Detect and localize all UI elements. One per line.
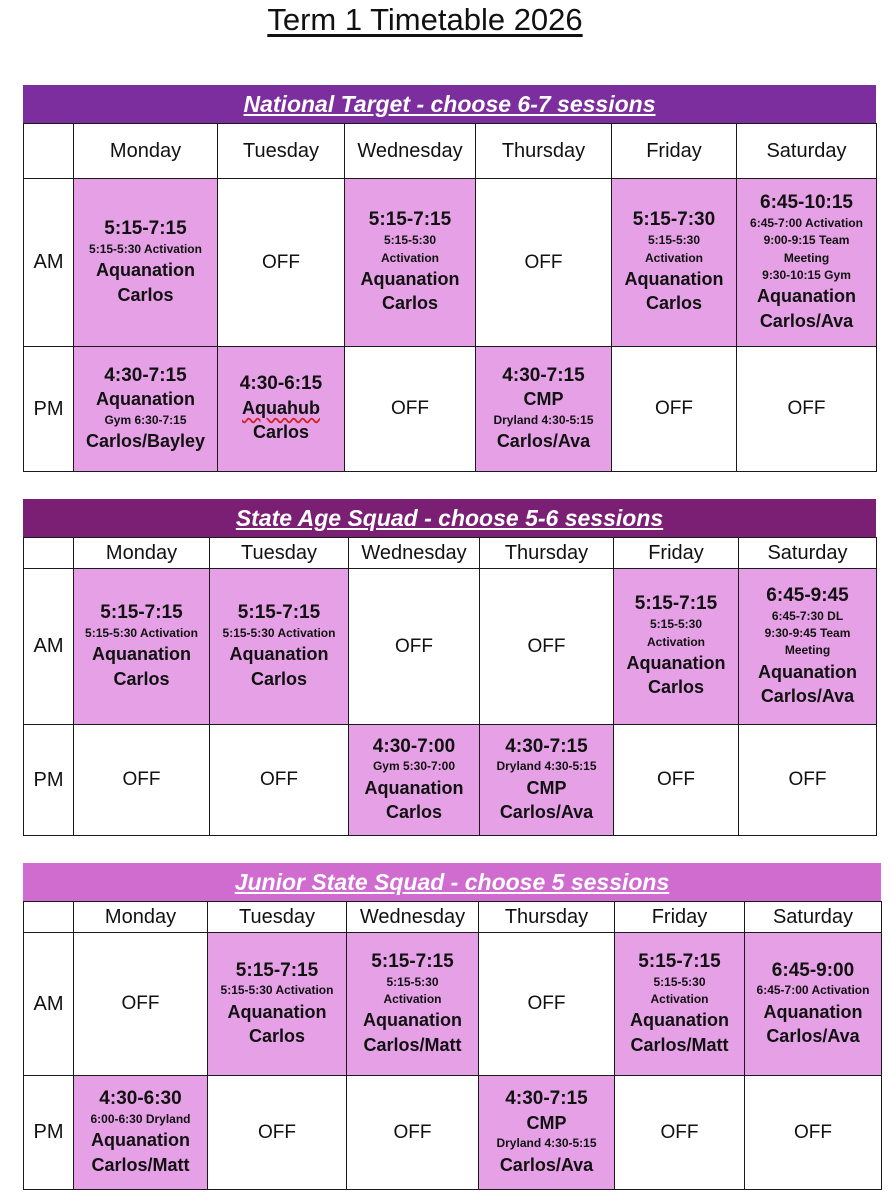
session-time: 4:30-7:15: [505, 1088, 588, 1110]
session-note: 6:45-7:00 Activation: [756, 983, 870, 998]
session-note: 9:00-9:15 Team: [763, 233, 850, 248]
off-cell-tuesday-am: OFF: [218, 179, 345, 347]
session-time: 5:15-7:15: [104, 218, 187, 240]
row-label-pm: PM: [24, 725, 74, 836]
session-note: 5:15-5:30: [649, 617, 703, 632]
session-time: 5:15-7:15: [371, 950, 454, 972]
session-cell-thursday-pm: [479, 1076, 615, 1190]
session-note: 5:15-5:30 Activation: [222, 625, 336, 640]
session-time: 5:15-7:15: [634, 593, 718, 615]
session-cell-thursday-pm: [480, 725, 614, 836]
session-time: 4:30-7:15: [502, 364, 585, 386]
day-header-thursday: Thursday: [479, 902, 615, 933]
off-cell-tuesday-pm: OFF: [208, 1076, 347, 1190]
session-note: 5:15-5:30 Activation: [85, 625, 198, 640]
session-note: Meeting: [784, 643, 831, 658]
off-cell-saturday-pm: OFF: [745, 1076, 882, 1190]
session-coach: Carlos: [113, 668, 170, 689]
day-header-tuesday: Tuesday: [208, 902, 347, 933]
day-header-monday: Monday: [74, 902, 208, 933]
session-coach: Carlos: [385, 802, 443, 823]
off-cell-thursday-am: OFF: [479, 933, 615, 1076]
session-venue: CMP: [523, 389, 564, 410]
day-header-friday: Friday: [614, 538, 739, 569]
session-venue: Aquanation: [630, 1010, 729, 1031]
session-note: Dryland 4:30-5:15: [496, 759, 597, 774]
session-note: 5:15-5:30: [386, 974, 439, 989]
day-header-tuesday: Tuesday: [210, 538, 349, 569]
session-note: Gym 6:30-7:15: [104, 412, 187, 427]
session-cell-saturday-am: [745, 933, 882, 1076]
session-cell-monday-am: [74, 179, 218, 347]
off-cell-friday-pm: OFF: [612, 347, 737, 472]
session-venue: Aquanation: [363, 1010, 462, 1031]
day-header-saturday: Saturday: [745, 902, 882, 933]
day-header-saturday: Saturday: [739, 538, 877, 569]
session-venue: Aquanation: [91, 1130, 190, 1151]
session-venue: Aquanation: [227, 1001, 327, 1022]
session-coach: Carlos/Matt: [363, 1034, 462, 1055]
session-venue: Aquanation: [96, 389, 195, 410]
session-note: Dryland 4:30-5:15: [493, 412, 594, 427]
session-note: 9:30-9:45 Team: [764, 625, 851, 640]
session-note: 5:15-5:30 Activation: [89, 241, 202, 256]
off-cell-monday-am: OFF: [74, 933, 208, 1076]
session-cell-friday-am: [612, 179, 737, 347]
session-venue: Aquanation: [763, 1001, 863, 1022]
session-coach: Carlos: [381, 293, 439, 314]
session-time: 5:15-7:15: [368, 209, 452, 231]
session-note: 5:15-5:30: [653, 974, 706, 989]
session-time: 5:15-7:15: [100, 602, 183, 624]
day-header-wednesday: Wednesday: [347, 902, 479, 933]
session-note: 6:45-7:30 DL: [771, 608, 844, 623]
session-cell-wednesday-am: [347, 933, 479, 1076]
session-coach: Carlos/Bayley: [85, 431, 206, 452]
off-cell-saturday-pm: OFF: [737, 347, 877, 472]
row-label-am: AM: [24, 933, 74, 1076]
session-cell-friday-am: [615, 933, 745, 1076]
session-note: 6:45-7:00 Activation: [750, 215, 863, 230]
session-coach: Carlos: [117, 284, 174, 305]
session-venue: Aquanation: [624, 268, 724, 289]
session-coach: Carlos/Ava: [760, 685, 855, 706]
session-venue: [220, 396, 342, 420]
day-header-friday: Friday: [615, 902, 745, 933]
session-note: 5:15-5:30 Activation: [220, 983, 334, 998]
session-cell-saturday-am: [737, 179, 877, 347]
off-cell-thursday-am: OFF: [480, 569, 614, 725]
state-age-squad-heading: State Age Squad - choose 5-6 sessions: [23, 499, 876, 537]
session-coach: Carlos/Ava: [496, 431, 591, 452]
off-cell-tuesday-pm: OFF: [210, 725, 349, 836]
off-cell-wednesday-pm: OFF: [345, 347, 476, 472]
day-header-tuesday: Tuesday: [218, 124, 345, 179]
session-venue: Aquanation: [229, 644, 329, 665]
row-label-am: AM: [24, 179, 74, 347]
session-venue: Aquanation: [96, 260, 195, 281]
junior-state-squad-table: [23, 901, 882, 1190]
session-time: 6:45-9:45: [766, 584, 849, 606]
session-coach: Carlos/Matt: [91, 1154, 190, 1175]
session-cell-monday-pm: [74, 1076, 208, 1190]
national-target-table: [23, 123, 877, 472]
session-coach: Carlos/Ava: [759, 310, 854, 331]
state-age-squad-section: [23, 499, 876, 836]
day-header-friday: Friday: [612, 124, 737, 179]
off-cell-monday-pm: OFF: [74, 725, 210, 836]
session-venue: CMP: [526, 1112, 567, 1133]
session-note: 6:00-6:30 Dryland: [90, 1111, 191, 1126]
off-cell-friday-pm: OFF: [615, 1076, 745, 1190]
session-note: Activation: [380, 250, 439, 265]
session-venue: Aquanation: [626, 652, 726, 673]
session-venue-text: Aquahub: [242, 398, 320, 419]
session-note: 5:15-5:30: [383, 233, 437, 248]
off-cell-saturday-pm: OFF: [739, 725, 877, 836]
session-note: 5:15-5:30: [647, 233, 701, 248]
session-time: 4:30-7:00: [372, 735, 456, 757]
session-time: 6:45-9:00: [771, 959, 855, 981]
session-cell-tuesday-am: [210, 569, 349, 725]
row-label-am: AM: [24, 569, 74, 725]
day-header-monday: Monday: [74, 538, 210, 569]
day-header-monday: Monday: [74, 124, 218, 179]
session-note: Activation: [383, 992, 442, 1007]
session-cell-tuesday-am: [208, 933, 347, 1076]
day-header-wednesday: Wednesday: [349, 538, 480, 569]
session-cell-thursday-pm: [476, 347, 612, 472]
session-coach: Carlos: [250, 668, 308, 689]
session-time: 5:15-7:15: [235, 959, 319, 981]
session-cell-saturday-am: [739, 569, 877, 725]
session-coach: Carlos: [645, 293, 703, 314]
day-header-thursday: Thursday: [476, 124, 612, 179]
session-coach: Carlos/Ava: [766, 1026, 860, 1047]
session-coach: Carlos/Ava: [499, 802, 594, 823]
session-time: 4:30-7:15: [505, 735, 588, 757]
day-header-wednesday: Wednesday: [345, 124, 476, 179]
corner-cell: [24, 538, 74, 569]
session-time: 5:15-7:15: [237, 602, 321, 624]
session-note: 9:30-10:15 Gym: [762, 267, 851, 282]
junior-state-squad-section: [23, 863, 881, 1190]
session-cell-wednesday-am: [345, 179, 476, 347]
session-time: 5:15-7:15: [638, 950, 721, 972]
corner-cell: [24, 124, 74, 179]
session-venue: Aquanation: [92, 644, 191, 665]
session-note: Activation: [646, 634, 705, 649]
off-cell-thursday-am: OFF: [476, 179, 612, 347]
session-time: 4:30-6:30: [99, 1088, 182, 1110]
page-title: Term 1 Timetable 2026: [267, 2, 583, 37]
corner-cell: [24, 902, 74, 933]
session-venue: CMP: [526, 777, 567, 798]
session-cell-monday-am: [74, 569, 210, 725]
session-time: 4:30-6:15: [239, 373, 323, 395]
session-coach: Carlos: [248, 1026, 306, 1047]
session-venue: Aquanation: [364, 777, 464, 798]
off-cell-wednesday-am: OFF: [349, 569, 480, 725]
session-time: 6:45-10:15: [760, 192, 853, 214]
session-venue: Aquanation: [360, 268, 460, 289]
session-cell-wednesday-pm: [349, 725, 480, 836]
session-note: Dryland 4:30-5:15: [496, 1136, 597, 1151]
off-cell-friday-pm: OFF: [614, 725, 739, 836]
row-label-pm: PM: [24, 347, 74, 472]
session-note: Activation: [644, 250, 703, 265]
session-time: 5:15-7:30: [632, 209, 716, 231]
session-note: Gym 5:30-7:00: [372, 759, 456, 774]
day-header-saturday: Saturday: [737, 124, 877, 179]
off-cell-wednesday-pm: OFF: [347, 1076, 479, 1190]
national-target-heading: National Target - choose 6-7 sessions: [23, 85, 876, 123]
state-age-squad-table: [23, 537, 877, 836]
session-cell-friday-am: [614, 569, 739, 725]
session-coach: Carlos: [252, 422, 310, 443]
day-header-thursday: Thursday: [480, 538, 614, 569]
session-coach: Carlos: [647, 677, 705, 698]
session-coach: Carlos/Ava: [499, 1154, 594, 1175]
junior-state-squad-heading: Junior State Squad - choose 5 sessions: [23, 863, 881, 901]
session-cell-tuesday-pm: [218, 347, 345, 472]
session-time: 4:30-7:15: [104, 364, 187, 386]
session-note: Meeting: [783, 250, 830, 265]
session-venue: Aquanation: [758, 661, 857, 682]
row-label-pm: PM: [24, 1076, 74, 1190]
session-venue: Aquanation: [757, 286, 856, 307]
national-target-section: [23, 85, 876, 472]
session-coach: Carlos/Matt: [630, 1034, 729, 1055]
session-cell-monday-pm: [74, 347, 218, 472]
session-note: Activation: [650, 992, 709, 1007]
